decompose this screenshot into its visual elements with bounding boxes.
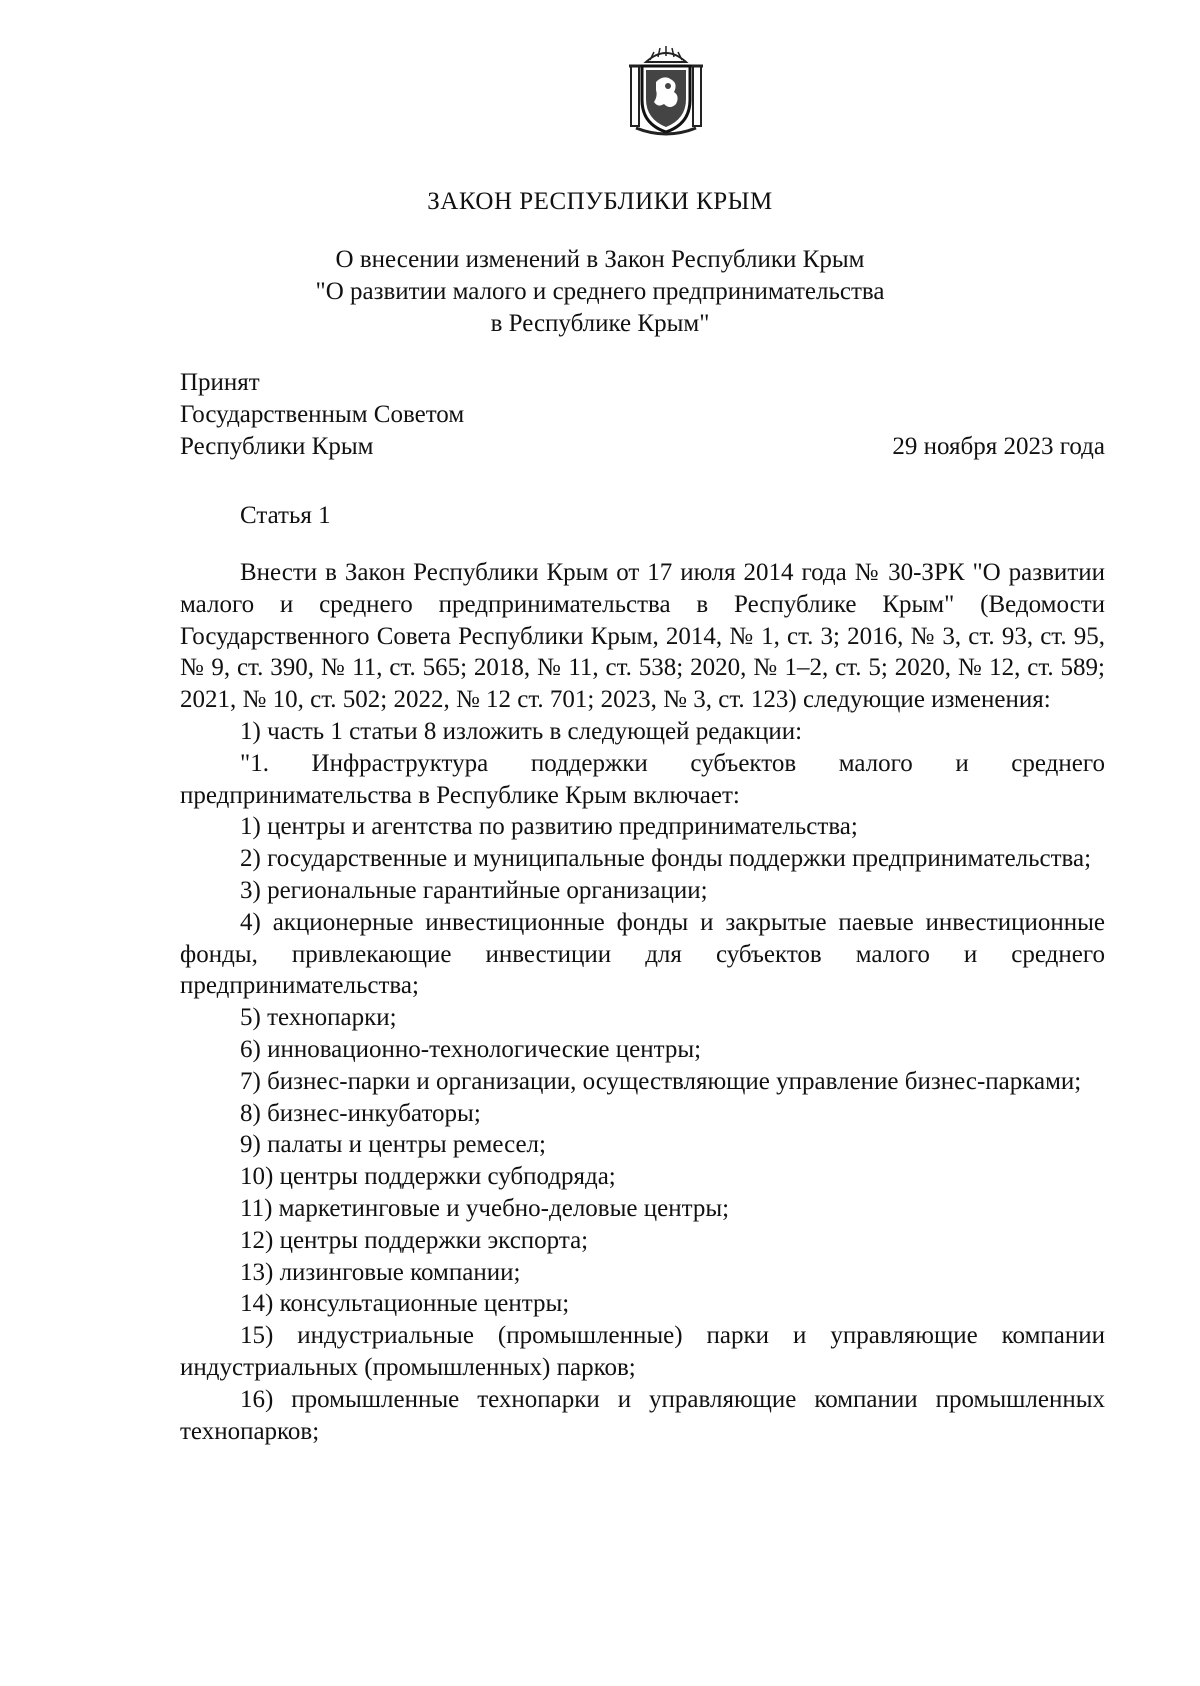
list-item: 8) бизнес-инкубаторы;	[240, 1099, 481, 1127]
list-item: 7) бизнес-парки и организации, осуществляющие управление бизнес-парками;	[240, 1067, 1082, 1095]
article-paragraph: 1) часть 1 статьи 8 изложить в следующей редакции:	[240, 717, 803, 745]
list-item: 16) промышленные технопарки и управляющие компании промышленных технопарков;	[180, 1385, 1105, 1445]
law-subtitle-line: в Республике Крым"	[490, 310, 710, 337]
law-subtitle-line: "О развитии малого и среднего предпринимательства	[315, 278, 885, 305]
adoption-line: Государственным Советом	[180, 401, 465, 428]
list-item: 10) центры поддержки субподряда;	[240, 1163, 616, 1191]
article-heading: Статья 1	[240, 502, 331, 529]
list-item: 15) индустриальные (промышленные) парки и управляющие компании индустриальных (промышленных) парков;	[180, 1322, 1105, 1381]
list-item: 12) центры поддержки экспорта;	[240, 1226, 589, 1254]
list-item: 9) палаты и центры ремесел;	[240, 1131, 546, 1159]
list-item: 13) лизинговые компании;	[240, 1258, 521, 1286]
article-body	[180, 557, 1105, 1447]
list-item: 2) государственные и муниципальные фонды поддержки предпринимательства;	[240, 845, 1092, 873]
list-item: 4) акционерные инвестиционные фонды и закрытые паевые инвестиционные фонды, привлекающие инвестиции для субъектов малого и среднего предпринимательства;	[180, 908, 1105, 1000]
adoption-line: Принят	[180, 369, 260, 396]
adoption-line: Республики Крым	[180, 433, 374, 460]
adoption-date: 29 ноября 2023 года	[892, 433, 1105, 460]
law-title: ЗАКОН РЕСПУБЛИКИ КРЫМ	[427, 188, 773, 215]
list-item: 5) технопарки;	[240, 1004, 397, 1032]
crimea-coat-of-arms-icon	[628, 44, 704, 138]
list-item: 11) маркетинговые и учебно-деловые центры;	[240, 1194, 730, 1222]
article-paragraph: Внести в Закон Республики Крым от 17 июля 2014 года № 30-ЗРК "О развитии малого и среднего предпринимательства в Республике Крым" (Ведомости Государственного Совета Республики Крым, 2014, № 1, ст. 3; 2016, № 3, ст. 93, ст. 95, № 9, ст. 390, № 11, ст. 565; 2018, № 11, ст. 538; 2020, № 1–2, ст. 5; 2020, № 12, ст. 589; 2021, № 10, ст. 502; 2022, № 12 ст. 701; 2023, № 3, ст. 123) следующие изменения:	[180, 559, 1105, 714]
list-item: 6) инновационно-технологические центры;	[240, 1035, 702, 1063]
adoption-block	[180, 367, 464, 463]
law-subtitle-line: О внесении изменений в Закон Республики Крым	[335, 246, 865, 273]
list-item: 1) центры и агентства по развитию предпринимательства;	[240, 813, 858, 841]
list-item: 3) региональные гарантийные организации;	[240, 876, 708, 904]
article-paragraph: "1. Инфраструктура поддержки субъектов малого и среднего предпринимательства в Республике Крым включает:	[180, 749, 1105, 809]
list-item: 14) консультационные центры;	[240, 1290, 570, 1318]
